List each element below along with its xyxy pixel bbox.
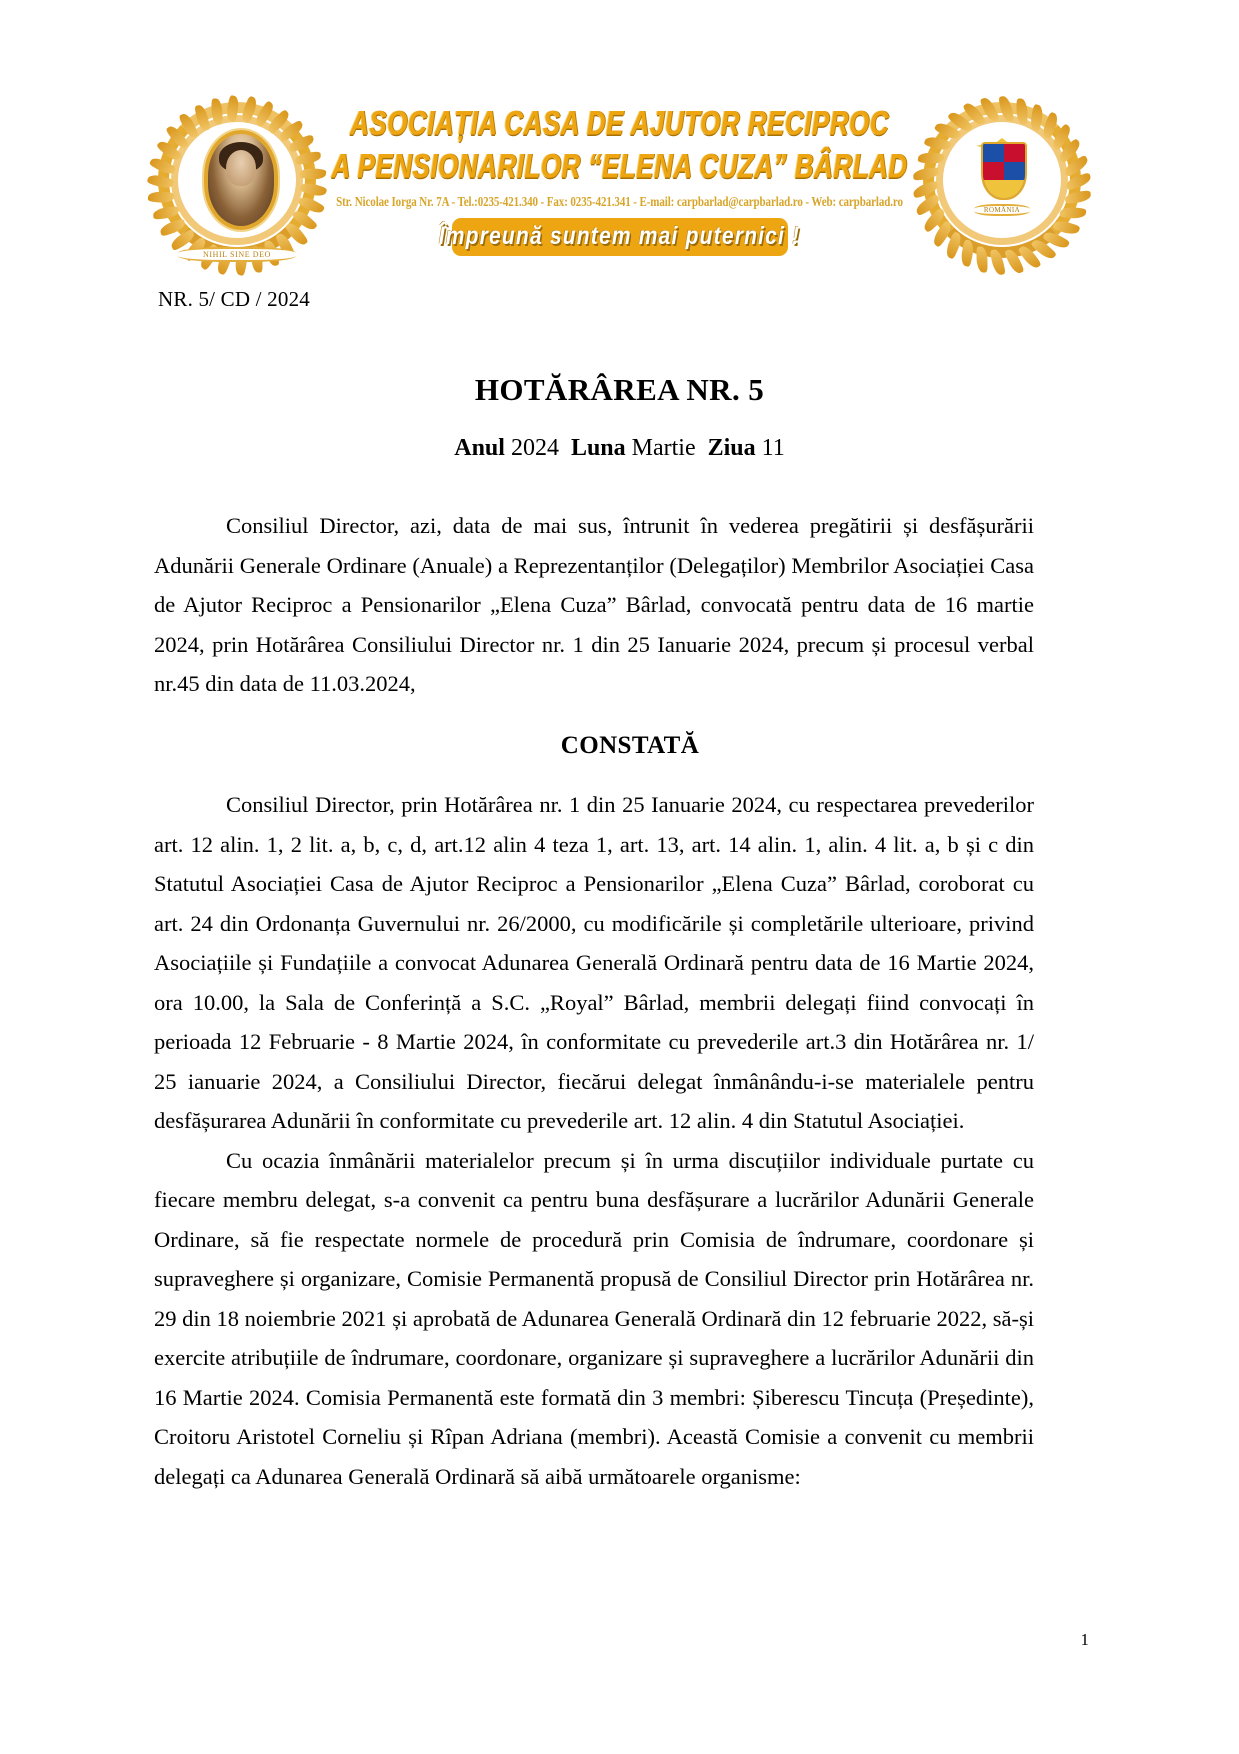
letterhead-center bbox=[322, 96, 917, 264]
document-date-line bbox=[0, 435, 1239, 462]
page-title: HOTĂRÂREA NR. 5 bbox=[474, 372, 765, 407]
day-value: 11 bbox=[761, 435, 785, 461]
crest-left-motto-text: NIHIL SINE DEO bbox=[178, 247, 296, 262]
laurel-leaf-icon bbox=[1029, 103, 1045, 131]
body-paragraph: Consiliul Director, prin Hotărârea nr. 1 din 25 Ianuarie 2024, cu respectarea prevederilor art. 12 alin. 1, 2 lit. a, b, c, d, art.12 alin 4 teza 1, art. 13, art. 14 alin. 1, alin. 4 lit. a, b și c din Statutul Asociației Casa de Ajutor Reciproc a Pensionarilor „Elena Cuza” Bârlad, coroborat cu art. 24 din Ordonanța Guvernului nr. 26/2000, cu modificările și completările ulterioare, privind Asociațiile și Fundațiile a convocat Adunarea Generală Ordinară pentru data de 16 Martie 2024, ora 10.00, la Sala de Conferință a S.C. „Royal” Bârlad, membrii delegați fiind convocați în perioada 12 Februarie - 8 Martie 2024, în conformitate cu prevederile art.3 din Hotărârea nr. 1/ 25 ianuarie 2024, a Consiliului Director, fiecărui delegat înmânându-i-se materialele pentru desfășurarea Adunării în conformitate cu prevederile art. 12 alin. 4 din Statutul Asociației. bbox=[154, 792, 1034, 1133]
org-motto-banner bbox=[438, 218, 801, 256]
crest-left-motto bbox=[178, 247, 296, 262]
laurel-leaf-icon bbox=[152, 206, 179, 220]
org-contact-line: Str. Nicolae Iorga Nr. 7A - Tel.:0235-421.340 - Fax: 0235-421.341 - E-mail: carpbarlad@carpbarlad.ro - Web: carpbarlad.ro bbox=[336, 194, 903, 210]
laurel-leaf-icon bbox=[959, 240, 975, 268]
crest-left-elena-cuza bbox=[152, 96, 322, 264]
laurel-leaf-icon bbox=[295, 151, 322, 165]
month-value: Martie bbox=[631, 435, 696, 461]
body-paragraph: Consiliul Director, azi, data de mai sus, întrunit în vederea pregătirii și desfășurării Adunării Generale Ordinare (Anuale) a Reprezentanților (Delegaților) Membrilor Asociației Casa de Ajutor Reciproc a Pensionarilor „Elena Cuza” Bârlad, convocată pentru data de 16 martie 2024, prin Hotărârea Consiliului Director nr. 1 din 25 Ianuarie 2024, precum și procesul verbal nr.45 din data de 11.03.2024, bbox=[154, 513, 1034, 696]
body-paragraph: Cu ocazia înmânării materialelor precum și în urma discuțiilor individuale purtate cu fiecare membru delegat, s-a convenit ca pentru buna desfășurare a lucrărilor Adunării Generale Ordinare, să fie respectate normele de procedură prin Comisia de îndrumare, coordonare și supraveghere și organizare, Comisie Permanentă propusă de Consiliul Director prin Hotărârea nr. 29 din 18 noiembrie 2021 și aprobată de Adunarea Generală Ordinară din 12 februarie 2022, să-și exercite atribuțiile de îndrumare, coordonare, organizare și supraveghere a lucrărilor Adunării din 16 Martie 2024. Comisia Permanentă este formată din 3 membri: Șiberescu Tincuța (Președinte), Croitoru Aristotel Corneliu și Rîpan Adriana (membri). Această Comisie a convenit cu membrii delegați ca Adunarea Generală Ordinară să aibă următoarele organisme: bbox=[154, 1147, 1034, 1489]
laurel-leaf-icon bbox=[1016, 99, 1027, 125]
crest-right-motto-text: ROMÂNIA bbox=[974, 204, 1030, 216]
romania-coat-of-arms-icon bbox=[973, 136, 1031, 216]
laurel-leaf-icon bbox=[1064, 191, 1091, 205]
laurel-leaf-icon bbox=[194, 103, 210, 131]
document-body bbox=[154, 506, 1034, 1496]
section-heading-constata: CONSTATĂ bbox=[560, 731, 700, 759]
page-number: 1 bbox=[1080, 1630, 1089, 1649]
laurel-leaf-icon bbox=[917, 151, 944, 165]
laurel-leaf-icon bbox=[977, 246, 988, 272]
laurel-leaf-icon bbox=[998, 95, 1014, 123]
laurel-leaf-icon bbox=[212, 99, 223, 125]
crest-right-romania bbox=[917, 96, 1087, 264]
year-label: Anul bbox=[454, 435, 505, 461]
laurel-leaf-icon bbox=[147, 172, 175, 190]
day-label: Ziua bbox=[707, 435, 756, 461]
elena-cuza-portrait-icon bbox=[204, 130, 278, 230]
org-name-line2: A PENSIONARILOR “ELENA CUZA” BÂRLAD bbox=[331, 146, 908, 186]
laurel-leaf-icon bbox=[148, 191, 175, 205]
month-label: Luna bbox=[570, 435, 626, 461]
document-reference-number: NR. 5/ CD / 2024 bbox=[158, 287, 310, 311]
laurel-leaf-icon bbox=[913, 167, 940, 181]
laurel-leaf-icon bbox=[225, 95, 241, 123]
laurel-leaf-icon bbox=[924, 135, 952, 153]
org-name-line1: ASOCIAȚIA CASA DE AJUTOR RECIPROC bbox=[350, 103, 889, 143]
letterhead bbox=[152, 96, 1087, 264]
laurel-leaf-icon bbox=[1060, 206, 1087, 220]
org-motto-text: Împreună suntem mai puternici ! bbox=[438, 222, 801, 250]
laurel-leaf-icon bbox=[990, 248, 1006, 276]
year-value: 2024 bbox=[510, 435, 559, 461]
laurel-leaf-icon bbox=[287, 135, 315, 153]
